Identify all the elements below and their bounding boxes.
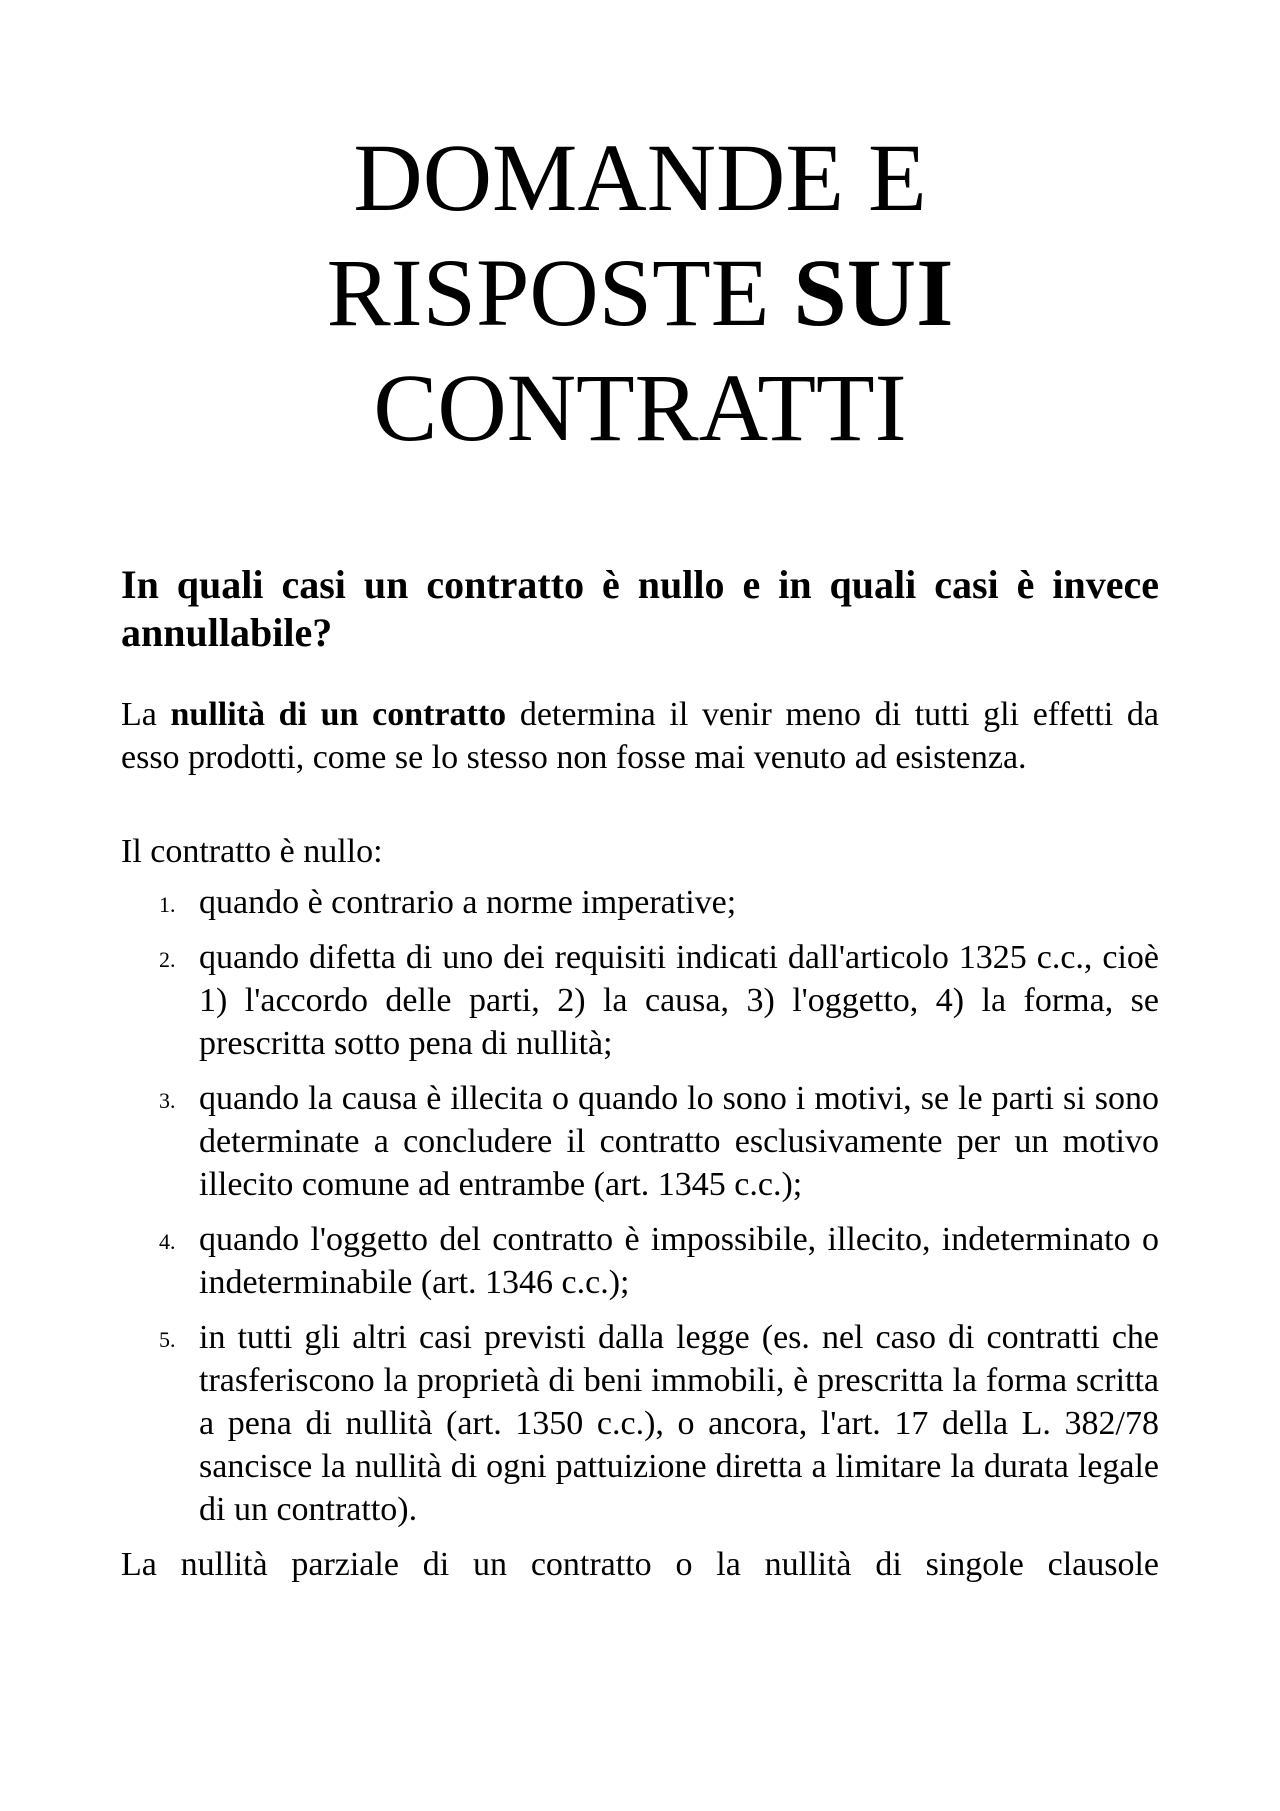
list-item-number: 3. bbox=[159, 1088, 176, 1113]
list-item bbox=[159, 936, 1159, 1065]
intro-prefix: La bbox=[121, 696, 171, 733]
intro-suffix: determina il venir meno di tutti gli effetti da esso prodotti, come se lo stesso non fosse mai venuto ad esistenza. bbox=[121, 696, 1159, 776]
title-line-2 bbox=[121, 235, 1159, 350]
nullity-causes-list bbox=[121, 881, 1159, 1531]
list-item bbox=[159, 1077, 1159, 1206]
title-line-1: DOMANDE E bbox=[353, 124, 927, 231]
title-line-2-bold: SUI bbox=[793, 239, 954, 346]
question-heading: In quali casi un contratto è nullo e in quali casi è invece annullabile? bbox=[121, 562, 1159, 655]
title-line-3: CONTRATTI bbox=[373, 354, 907, 461]
list-item-text: quando l'oggetto del contratto è impossibile, illecito, indeterminato o indeterminabile (art. 1346 c.c.); bbox=[199, 1221, 1159, 1301]
list-item-number: 1. bbox=[159, 892, 176, 917]
list-item-number: 5. bbox=[159, 1327, 176, 1352]
list-item bbox=[159, 881, 1159, 924]
title-line-2-plain: RISPOSTE bbox=[326, 239, 794, 346]
continuation-paragraph: La nullità parziale di un contratto o la nullità di singole clausole bbox=[121, 1546, 1159, 1583]
list-item-text: in tutti gli altri casi previsti dalla legge (es. nel caso di contratti che trasferiscono la proprietà di beni immobili, è prescritta la forma scritta a pena di nullità (art. 1350 c.c.), o ancora, l'art. 17 della L. 382/78 sancisce la nullità di ogni pattuizione diretta a limitare la durata legale di un contratto). bbox=[199, 1319, 1159, 1528]
list-item-text: quando difetta di uno dei requisiti indicati dall'articolo 1325 c.c., cioè 1) l'accordo delle parti, 2) la causa, 3) l'oggetto, 4) la forma, se prescritta sotto pena di nullità; bbox=[199, 939, 1159, 1062]
list-item-number: 4. bbox=[159, 1229, 176, 1254]
list-item-text: quando è contrario a norme imperative; bbox=[199, 884, 737, 921]
document-title bbox=[121, 120, 1159, 465]
list-item-text: quando la causa è illecita o quando lo sono i motivi, se le parti si sono determinate a concludere il contratto esclusivamente per un motivo illecito comune ad entrambe (art. 1345 c.c.); bbox=[199, 1080, 1159, 1203]
intro-paragraph bbox=[121, 693, 1159, 779]
intro-bold-term: nullità di un contratto bbox=[170, 696, 507, 733]
list-item-number: 2. bbox=[159, 947, 176, 972]
list-item bbox=[159, 1218, 1159, 1304]
list-item bbox=[159, 1316, 1159, 1531]
list-lead: Il contratto è nullo: bbox=[121, 833, 383, 870]
